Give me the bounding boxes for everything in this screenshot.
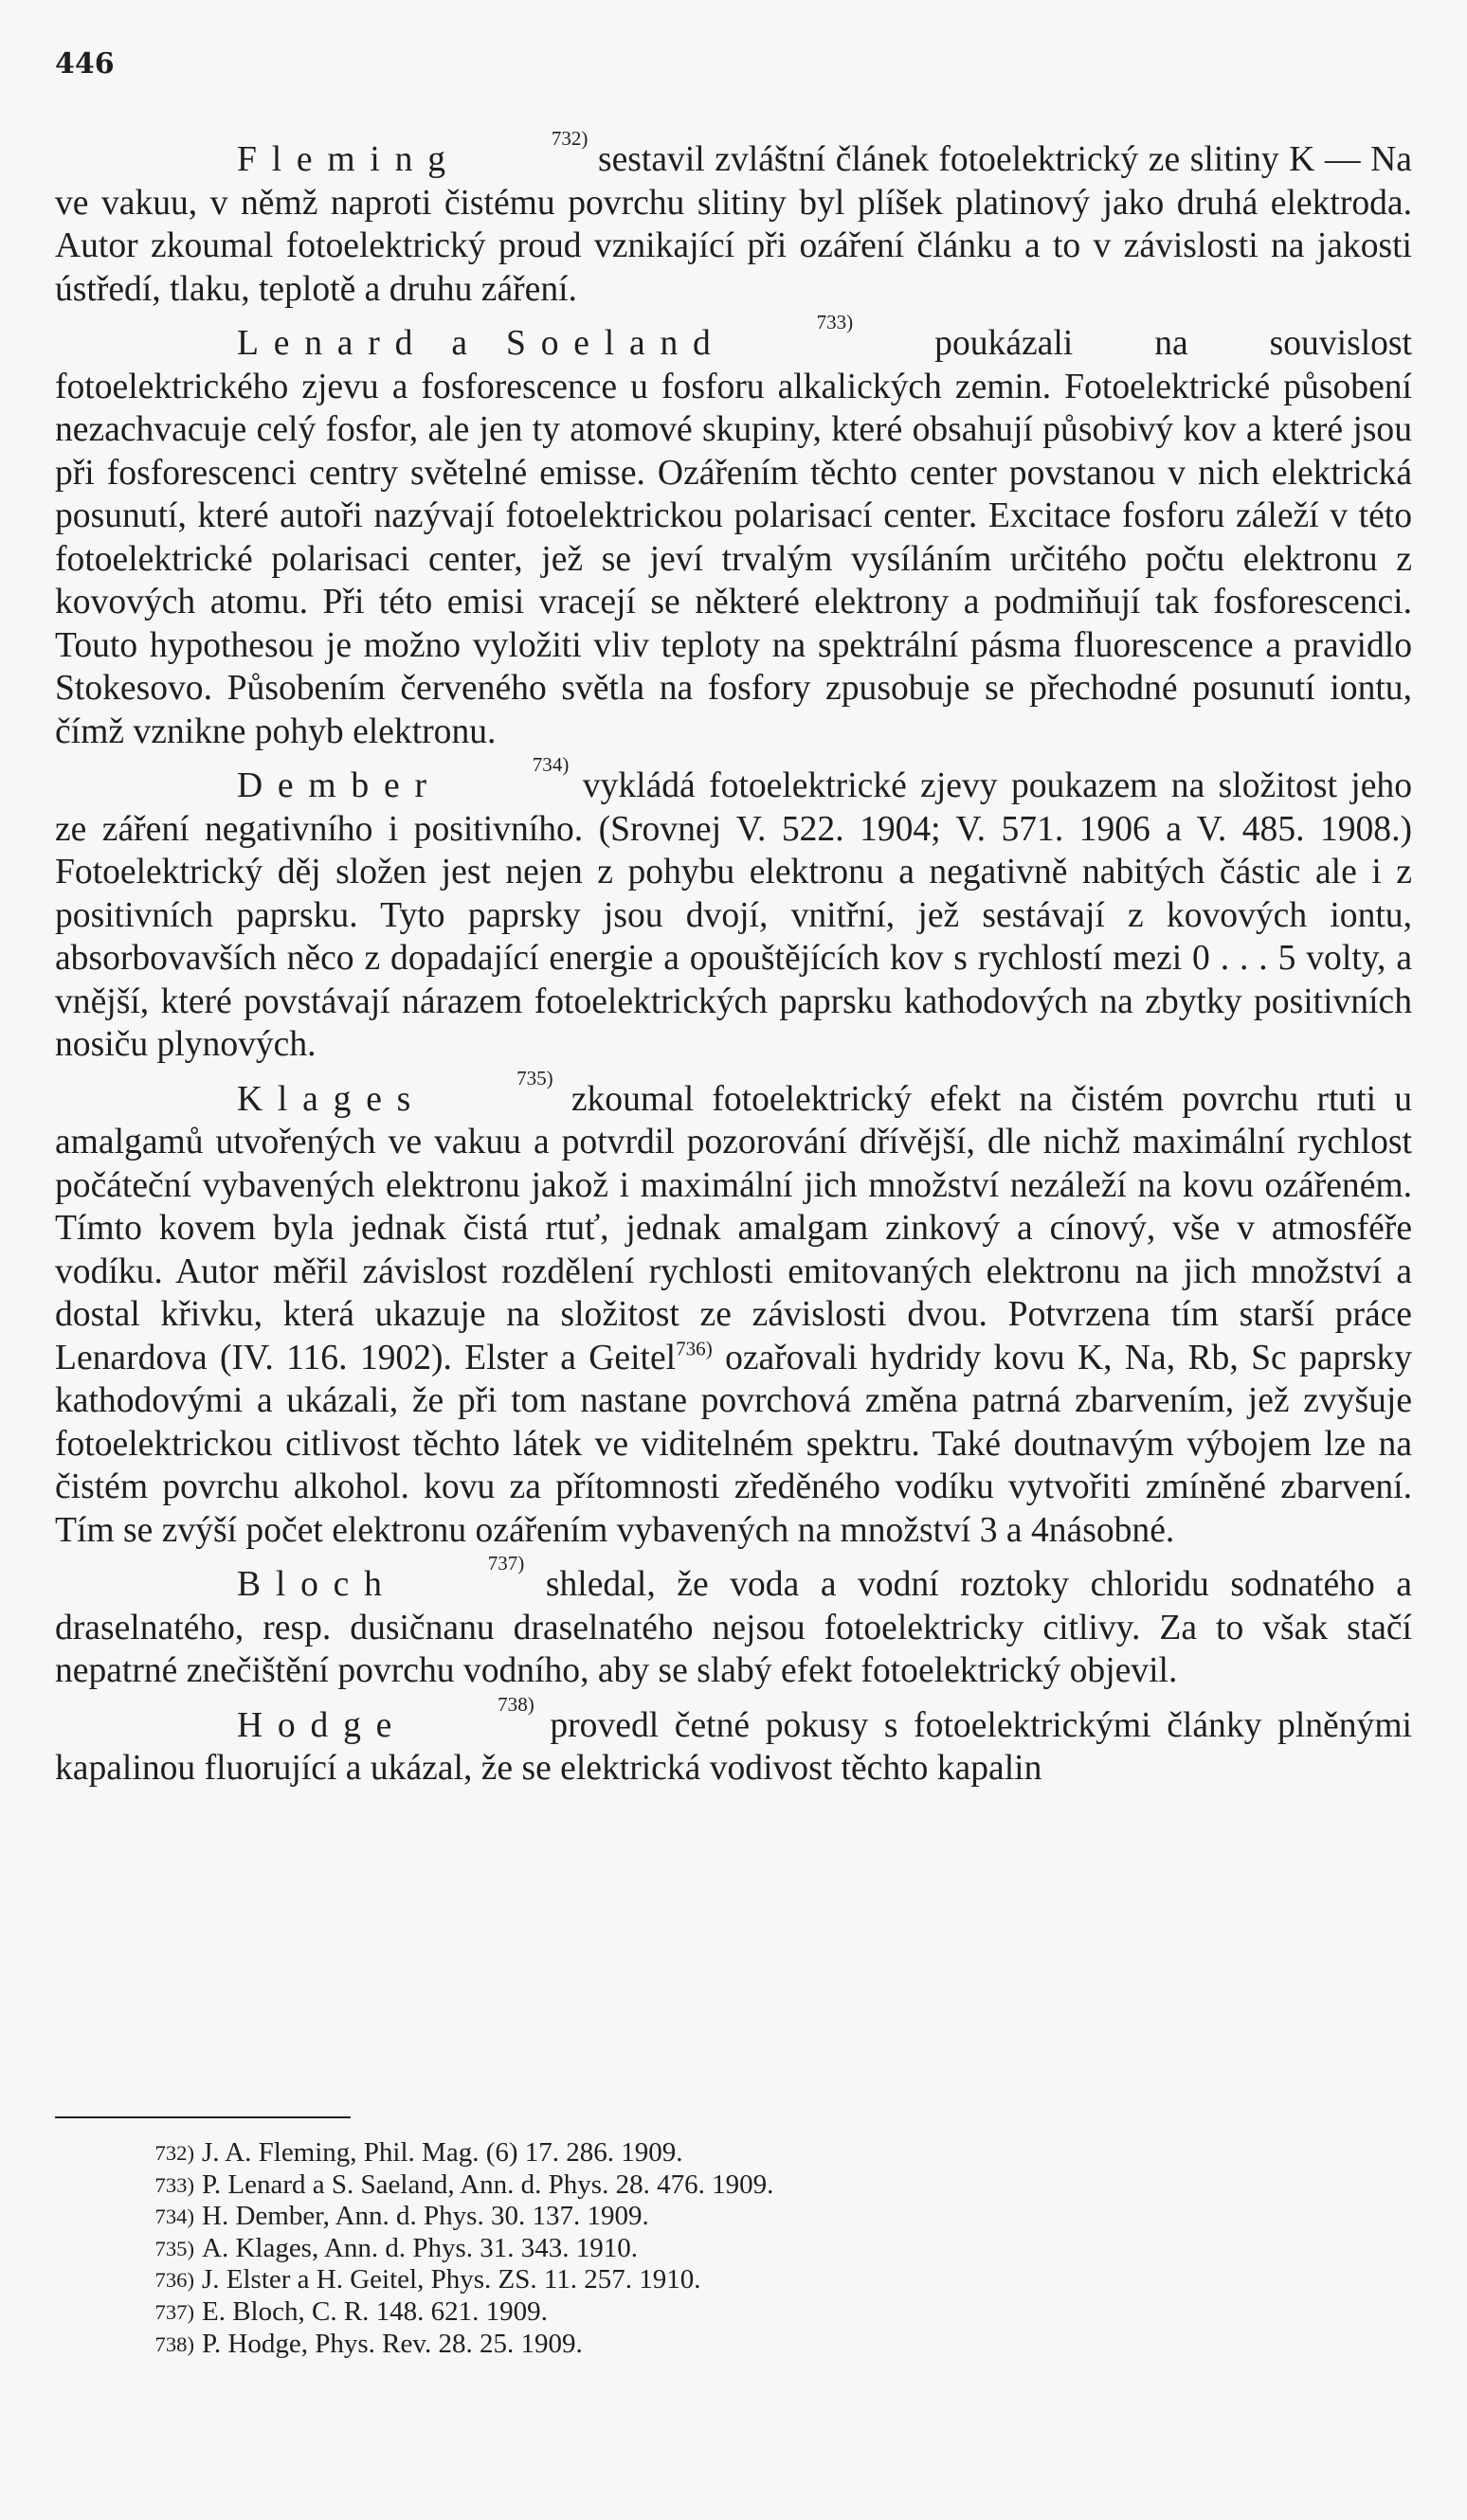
footnote-text: J. Elster a H. Geitel, Phys. ZS. 11. 257. 1910. (202, 2264, 701, 2295)
footnote-mark: 734 ) (147, 2201, 202, 2233)
paragraph-text: vykládá fotoelektrické zjevy poukazem na složitost jeho ze záření negativního i positivního. (Srovnej V. 522. 1904; V. 571. 1906 a V. 485. 1908.) Fotoelektrický děj složen jest nejen z pohybu elektronu a negativně nabitých částic ale i z positivních paprsku. Tyto paprsky jsou dvojí, vnitřní, jež sestávají z kovových iontu, absorbovavších něco z dopadající energie a opouštějících kov s rychlostí mezi 0 . . . 5 volty, a vnější, které povstávají nárazem fotoelektrických paprsku kathodových na zbytky positivních nosiču plynových. (55, 766, 1412, 1064)
reference-mark: 736) (676, 1336, 713, 1359)
footnote-text: P. Hodge, Phys. Rev. 28. 25. 1909. (202, 2328, 583, 2359)
footnote-mark: 735 ) (147, 2233, 202, 2265)
footnote-mark: 737 ) (147, 2296, 202, 2329)
footnote-mark: 733 ) (147, 2169, 202, 2202)
paragraph-text: shledal, že voda a vodní roztoky chloridu sodnatého a draselnatého, resp. dusičnanu draselnatého nejsou fotoelektricky citlivy. Za to však stačí nepatrné znečištění povrchu vodního, aby se slabý efekt fotoelektrický objevil. (55, 1565, 1412, 1690)
footnotes (147, 2137, 1379, 2360)
reference-mark: 734) (532, 753, 570, 776)
author-name: Lenard a Soeland (237, 324, 726, 363)
reference-mark: 737) (487, 1552, 525, 1575)
reference-mark: 735) (516, 1066, 553, 1089)
paragraph-hodge (55, 1692, 1412, 1791)
footnote-text: J. A. Fleming, Phil. Mag. (6) 17. 286. 1909. (202, 2137, 683, 2168)
reference-mark: 733) (816, 311, 854, 333)
body-text (55, 127, 1412, 1791)
footnote-text: A. Klages, Ann. d. Phys. 31. 343. 1910. (202, 2232, 638, 2263)
paragraph-text: provedl četné pokusy s fotoelektrickými články plněnými kapalinou fluorující a ukázal, že se elektrická vodivost těchto kapalin (55, 1705, 1412, 1788)
author-name: Bloch (237, 1565, 397, 1604)
footnote-mark: 738 ) (147, 2329, 202, 2361)
footnote-mark: 736 ) (147, 2264, 202, 2296)
footnote-text: H. Dember, Ann. d. Phys. 30. 137. 1909. (202, 2201, 649, 2232)
footnote-738 (147, 2329, 1379, 2361)
footnote-text: P. Lenard a S. Saeland, Ann. d. Phys. 28. 476. 1909. (202, 2169, 774, 2200)
paragraph-fleming (55, 127, 1412, 311)
paragraph-bloch (55, 1552, 1412, 1693)
footnote-733 (147, 2169, 1379, 2202)
reference-mark: 738) (498, 1692, 534, 1716)
paragraph-text-continued: ozařovali hydridy kovu K, Na, Rb, Sc paprsky kathodovými a ukázali, že při tom nastane povrchová změna patrná zbarvením, jež zvyšuje fotoelektrickou citlivost těchto látek ve viditelném spektru. Také doutnavým výbojem lze na čistém povrchu alkohol. kovu za přítomnosti zředěného vodíku vytvořiti zmíněné zbarvení. Tím se zvýší počet elektronu ozářením vybavených na množství 3 a 4násobné. (55, 1338, 1412, 1550)
footnote-736 (147, 2264, 1379, 2296)
paragraph-text: zkoumal fotoelektrický efekt na čistém povrchu rtuti u amalgamů utvořených ve vakuu a potvrdil pozorování dřívější, dle nichž maximální rychlost počáteční vybavených elektronu jakož i maximální jich množství nezáleží na kovu ozářeném. Tímto kovem byla jednak čistá rtuť, jednak amalgam zinkový a cínový, vše v atmosféře vodíku. Autor měřil závislost rozdělení rychlosti emitovaných elektronu na jich množství a dostal křivku, která ukazuje na složitost ze závislosti dvou. Potvrzena tím starší práce Lenardova (IV. 116. 1902). Elster a Geitel (55, 1079, 1412, 1377)
author-name: Klages (237, 1079, 426, 1119)
footnote-732 (147, 2137, 1379, 2169)
footnote-734 (147, 2201, 1379, 2233)
paragraph-lenard (55, 311, 1412, 753)
paragraph-text: poukázali na souvislost fotoelektrického zjevu a fosforescence u fosforu alkalických zemin. Fotoelektrické působení nezachvacuje celý fosfor, ale jen ty atomové skupiny, které obsahují působivý kov a které jsou při fosforescenci centry světelné emisse. Ozářením těchto center povstanou v nich elektrická posunutí, které autoři nazývají fotoelektrickou polarisací center. Excitace fosforu záleží v této fotoelektrické polarisaci center, jež se jeví trvalým vysíláním určitého počtu elektronu z kovových atomu. Při této emisi vracejí se některé elektrony a podmiňují tak fosforescenci. Touto hypothesou je možno vyložiti vliv teploty na spektrální pásma fluorescence a pravidlo Stokesovo. Působením červeného světla na fosfory zpusobuje se přechodné posunutí iontu, čímž vznikne pohyb elektronu. (55, 324, 1412, 751)
paragraph-text: sestavil zvláštní článek fotoelektrický ze slitiny K — Na ve vakuu, v němž naproti čistému povrchu slitiny byl plíšek platinový jako druhá elektroda. Autor zkoumal fotoelektrický proud vznikající při ozáření článku a to v závislosti na jakosti ústředí, tlaku, teplotě a druhu záření. (55, 140, 1412, 309)
footnote-separator (55, 2116, 351, 2118)
author-name: Fleming (237, 140, 461, 179)
paragraph-klages (55, 1066, 1412, 1553)
footnote-mark: 732 ) (147, 2137, 202, 2169)
author-name: Hodge (237, 1705, 408, 1745)
author-name: Dember (237, 766, 442, 805)
footnote-737 (147, 2296, 1379, 2329)
paragraph-dember (55, 753, 1412, 1067)
footnote-text: E. Bloch, C. R. 148. 621. 1909. (202, 2295, 548, 2327)
footnote-735 (147, 2233, 1379, 2265)
page-number: 446 (55, 47, 115, 81)
reference-mark: 732) (551, 127, 589, 150)
